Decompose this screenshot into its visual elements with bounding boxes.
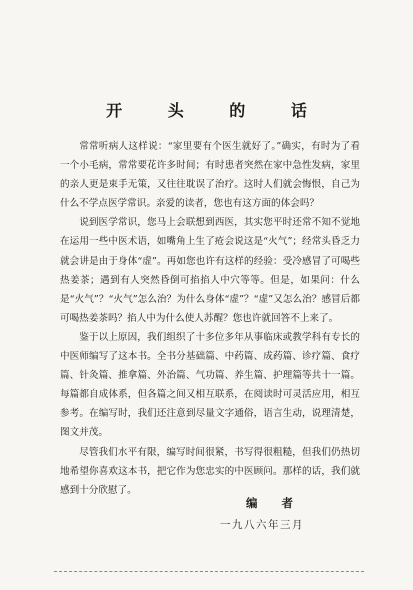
paragraph-3: 鉴于以上原因，我们组织了十多位多年从事临床或教学科有专长的中医师编写了这本书。全书分基础篇、中药篇、成药篇、诊疗篇、食疗篇、针灸篇、推拿篇、外治篇、气功篇、养生篇、护理篇等共十一篇。每篇都自成体系，但各篇之间又相互联系，在阅读时可灵活应用，相互参考。在编写时，我们还注意到尽量文字通俗，语言生动，说理清楚，图文并茂。 [60, 331, 360, 439]
paragraph-2: 说到医学常识，您马上会联想到西医，其实您平时还常不知不觉地在运用一些中医术语，如嘴角上生了疮会说这是“火气”；经常头昏乏力就会讲是由于身体“虚”。再如您也许有这样的经验：受冷感冒了可喝些热姜茶；遇到有人突然昏倒可掐掐人中穴等等。但是，如果问：什么是“火气”？“火气”怎么治？为什么身体“虚”？“虚”又怎么治？感冒后都可喝热姜茶吗？掐人中为什么使人苏醒？您也许就回答不上来了。 [60, 217, 360, 324]
document-body [60, 137, 360, 500]
footer-rule [54, 571, 364, 573]
publication-date: 一九八六年三月 [220, 519, 304, 531]
author-signature: 编 者 [246, 496, 304, 510]
paragraph-1: 常常听病人这样说：“家里要有个医生就好了。”确实，有时为了看一个小毛病，常常要花许多时间；有时患者突然在家中急性发病，家里的亲人更是束手无策，又往往耽误了治疗。这时人们就会悔恨，自己为什么不学点医学常识。亲爱的读者，您也有这方面的体会吗？ [60, 141, 360, 210]
paragraph-4: 尽管我们水平有限，编写时间很紧，书写得很粗糙，但我们仍热切地希望你喜欢这本书，把它作为您忠实的中医顾问。那样的话，我们就感到十分欣慰了。 [60, 446, 360, 496]
page-title: 开 头 的 话 [106, 101, 327, 120]
